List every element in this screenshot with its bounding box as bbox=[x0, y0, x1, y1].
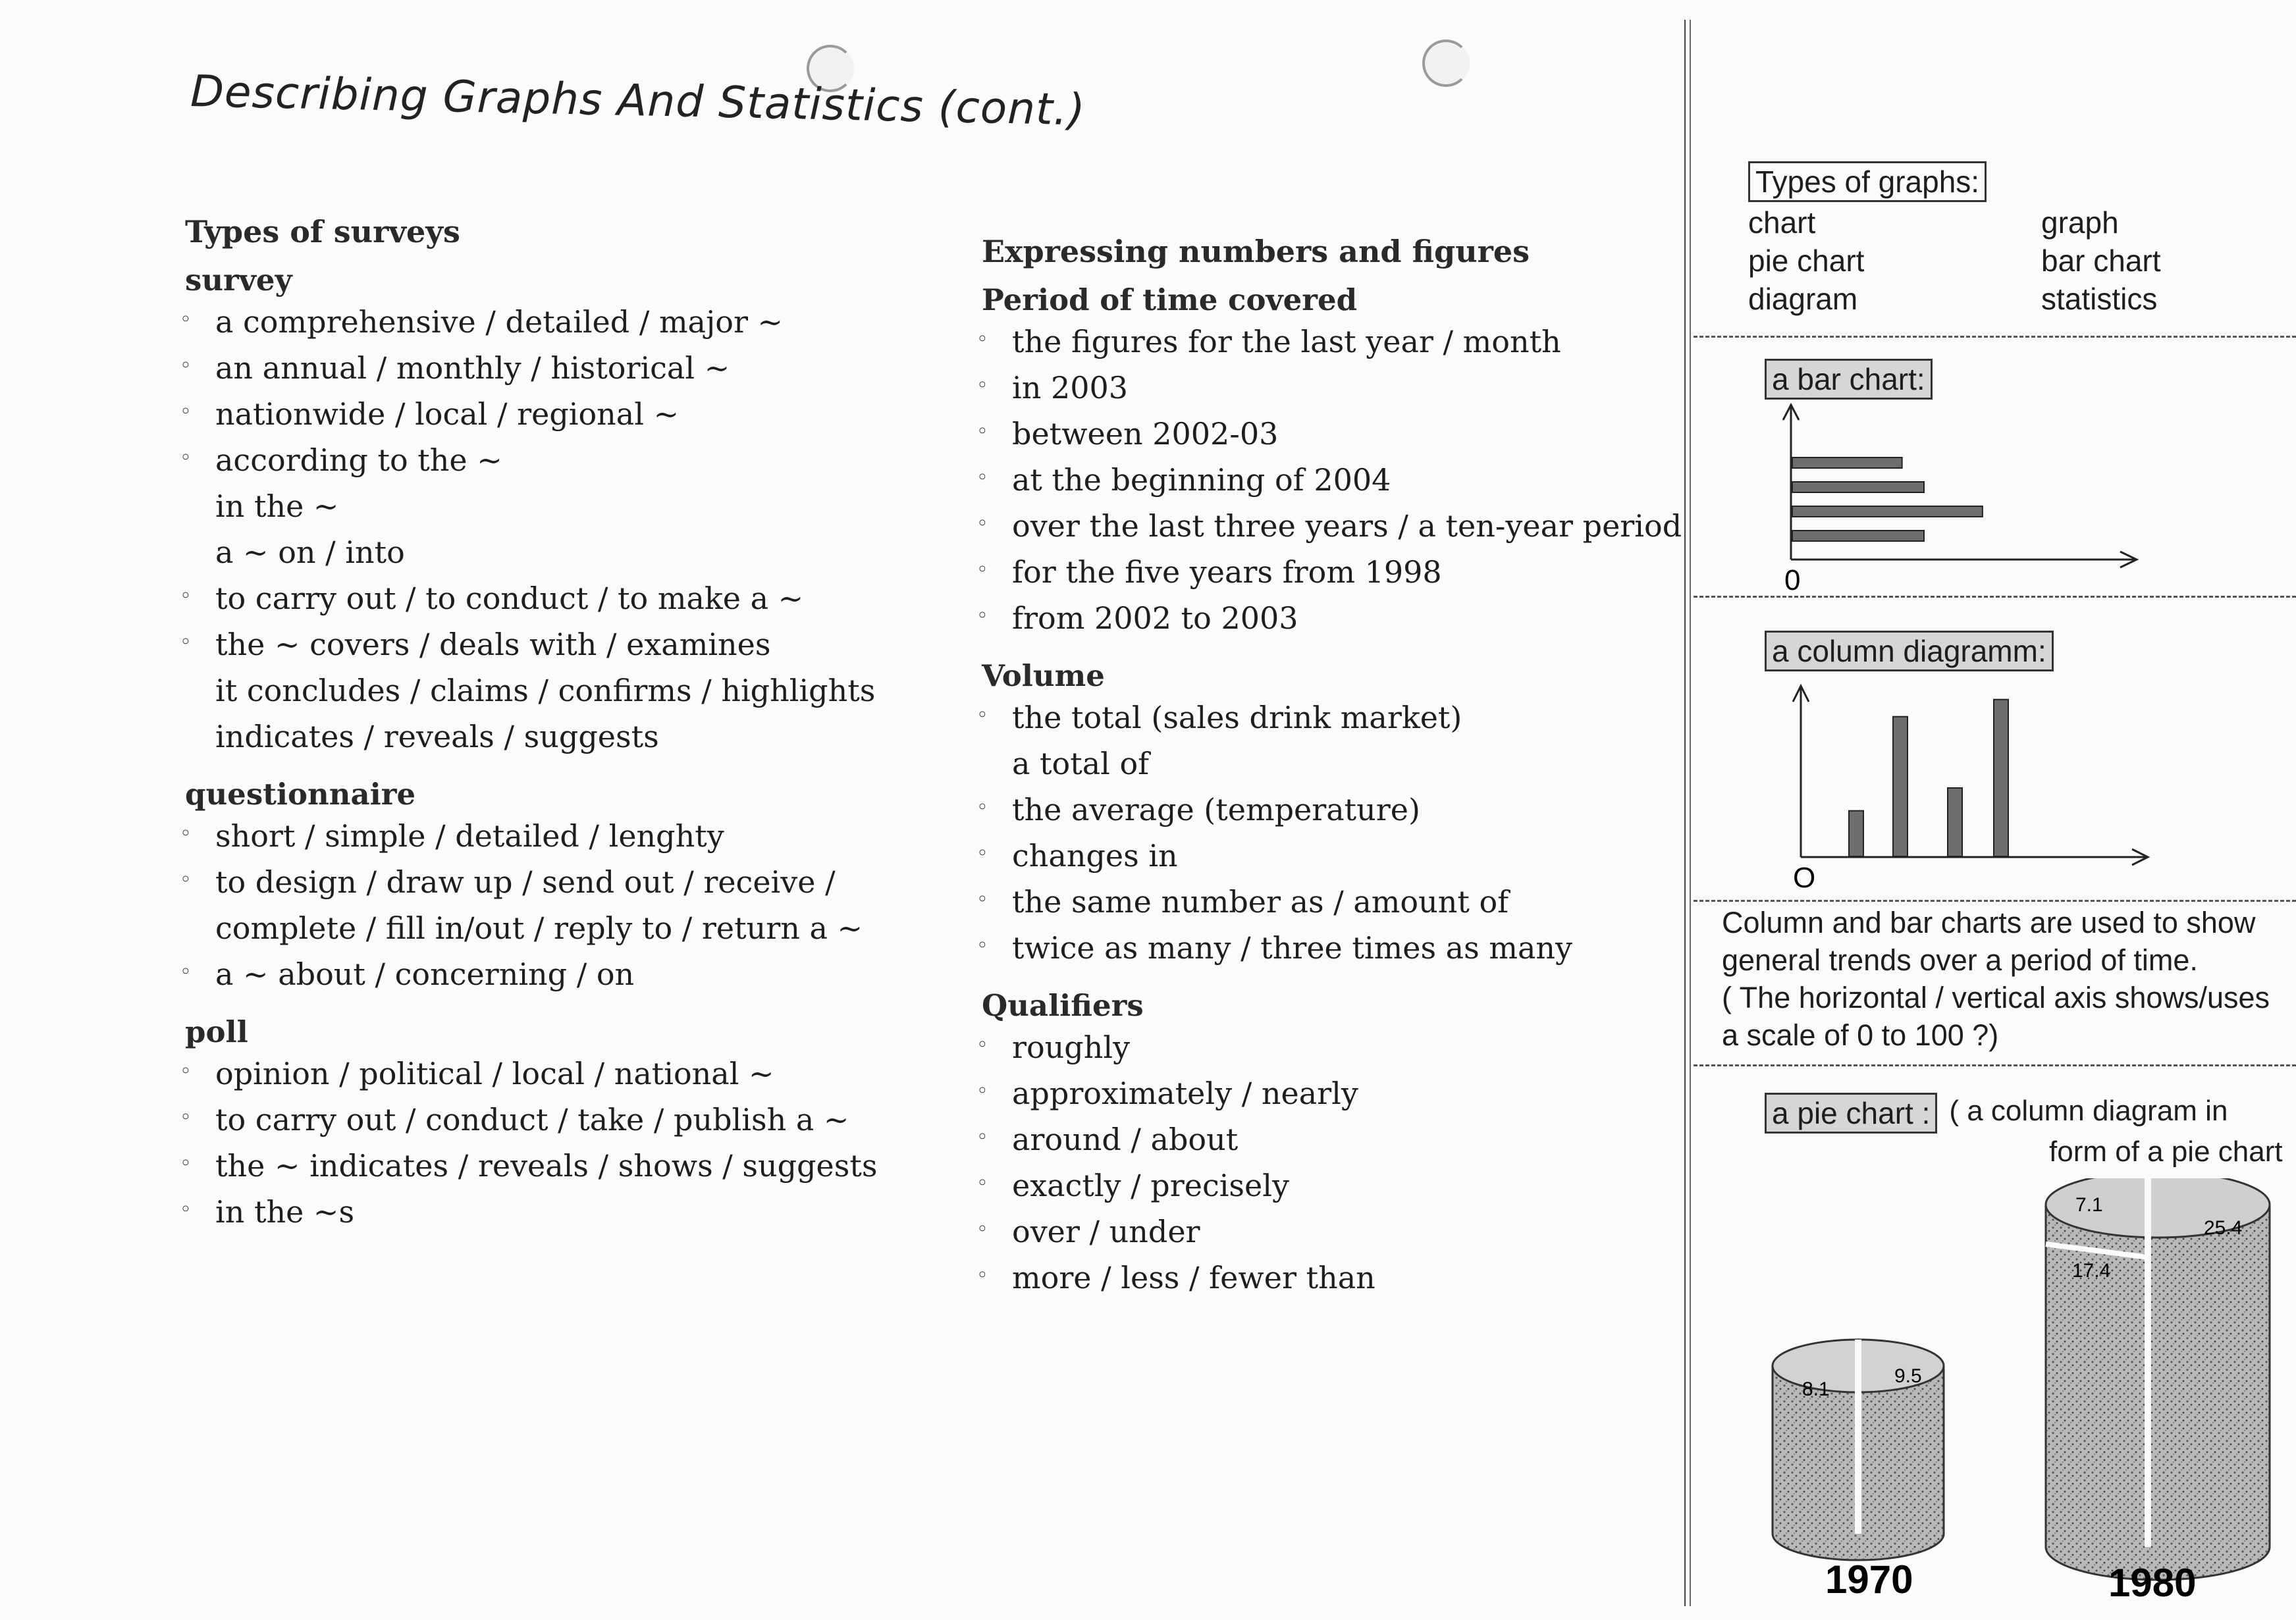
bullet-icon bbox=[976, 1120, 988, 1155]
list-item bbox=[174, 1189, 932, 1235]
bullet-icon bbox=[180, 955, 192, 989]
columns bbox=[1849, 700, 2008, 856]
pie-caption-line-1: ( a column diagram in bbox=[1949, 1095, 2228, 1127]
bullet-icon bbox=[180, 579, 192, 614]
bullet-icon bbox=[976, 698, 988, 733]
pie-1980 bbox=[2046, 1178, 2270, 1600]
list-item-text: the ~ covers / deals with / examines bbox=[215, 627, 771, 662]
bullet-icon bbox=[976, 929, 988, 963]
list-item bbox=[174, 951, 932, 997]
list-item-text: it concludes / claims / confirms / highlights bbox=[215, 673, 876, 708]
graph-types-list bbox=[1748, 203, 2295, 318]
bullet-icon bbox=[180, 817, 192, 851]
pie-year-1970: 1970 bbox=[1825, 1557, 1913, 1600]
list-item bbox=[174, 813, 932, 859]
list-item-text: the total (sales drink market) bbox=[1012, 700, 1462, 735]
list-item bbox=[174, 391, 932, 437]
list-item-text: twice as many / three times as many bbox=[1012, 930, 1572, 966]
list-item-text: indicates / reveals / suggests bbox=[215, 719, 659, 754]
list-item bbox=[174, 299, 932, 345]
bullet-icon bbox=[976, 837, 988, 871]
types-of-graphs-heading: Types of graphs: bbox=[1748, 161, 1987, 202]
list-item-text: nationwide / local / regional ~ bbox=[215, 396, 680, 432]
bullet-icon bbox=[180, 1193, 192, 1227]
list-item bbox=[971, 411, 1695, 457]
bullet-icon bbox=[976, 883, 988, 917]
list-item bbox=[971, 787, 1695, 833]
bullet-list bbox=[174, 1051, 932, 1235]
bullet-icon bbox=[180, 1101, 192, 1135]
graph-type-item: chart bbox=[1748, 205, 1816, 240]
chart-note bbox=[1722, 904, 2295, 1054]
bullet-list bbox=[971, 1024, 1695, 1301]
bar bbox=[1792, 482, 1924, 492]
list-item-continuation bbox=[971, 741, 1695, 787]
group-heading: questionnaire bbox=[185, 777, 416, 812]
list-item bbox=[971, 1116, 1695, 1163]
column-bar bbox=[1994, 700, 2008, 856]
list-item-text: from 2002 to 2003 bbox=[1012, 600, 1298, 636]
pie-1980-value: 25.4 bbox=[2204, 1217, 2243, 1239]
list-item-text: short / simple / detailed / lenghty bbox=[215, 818, 724, 854]
bars bbox=[1792, 457, 1983, 541]
bullet-icon bbox=[976, 507, 988, 541]
pie-chart-label: a pie chart : bbox=[1765, 1093, 1937, 1134]
list-item bbox=[971, 879, 1695, 925]
pie-1970-value: 9.5 bbox=[1894, 1365, 1922, 1387]
list-item-text: more / less / fewer than bbox=[1012, 1260, 1375, 1295]
bullet-icon bbox=[976, 1259, 988, 1293]
list-item-text: to carry out / conduct / take / publish a ~ bbox=[215, 1102, 849, 1137]
divider bbox=[1694, 1064, 2296, 1066]
column-diagram-zero: O bbox=[1793, 862, 1816, 889]
list-item-text: according to the ~ bbox=[215, 442, 502, 478]
types-of-graphs-panel bbox=[1748, 161, 2295, 318]
list-item bbox=[971, 1163, 1695, 1209]
list-item-text: an annual / monthly / historical ~ bbox=[215, 350, 730, 386]
graph-type-item: pie chart bbox=[1748, 244, 1865, 278]
list-item-text: at the beginning of 2004 bbox=[1012, 462, 1391, 498]
graph-type-item: graph bbox=[2041, 205, 2119, 240]
list-item bbox=[971, 457, 1695, 503]
bullet-icon bbox=[180, 625, 192, 660]
list-item bbox=[971, 1209, 1695, 1255]
bullet-list bbox=[971, 319, 1695, 641]
list-item-text: over / under bbox=[1012, 1214, 1200, 1249]
list-item bbox=[971, 365, 1695, 411]
group-heading: survey bbox=[185, 263, 292, 298]
divider bbox=[1694, 336, 2296, 338]
bullet-icon bbox=[180, 349, 192, 383]
list-item-text: changes in bbox=[1012, 838, 1178, 874]
bullet-icon bbox=[180, 441, 192, 475]
bullet-icon bbox=[976, 369, 988, 403]
list-item bbox=[174, 621, 932, 667]
bar-chart-label: a bar chart: bbox=[1765, 359, 1933, 400]
list-item-continuation bbox=[174, 483, 932, 529]
bullet-icon bbox=[180, 1147, 192, 1181]
bullet-icon bbox=[976, 1028, 988, 1062]
divider bbox=[1694, 900, 2296, 902]
bullet-icon bbox=[180, 395, 192, 429]
list-item bbox=[971, 925, 1695, 971]
group-heading: poll bbox=[185, 1014, 248, 1049]
page-title: Describing Graphs And Statistics (cont.) bbox=[190, 66, 1086, 136]
pie-1970 bbox=[1773, 1340, 1944, 1600]
bullet-list bbox=[971, 694, 1695, 971]
list-item bbox=[971, 833, 1695, 879]
list-item-text: opinion / political / local / national ~ bbox=[215, 1056, 774, 1091]
bullet-icon bbox=[976, 553, 988, 587]
list-item-text: roughly bbox=[1012, 1030, 1131, 1065]
list-item bbox=[971, 503, 1695, 549]
bullet-icon bbox=[180, 1055, 192, 1089]
bullet-icon bbox=[976, 1166, 988, 1201]
pie-1970-value: 8.1 bbox=[1802, 1378, 1830, 1400]
list-item-text: between 2002-03 bbox=[1012, 416, 1279, 452]
bar bbox=[1792, 506, 1983, 517]
list-item bbox=[971, 595, 1695, 641]
graph-type-item: statistics bbox=[2041, 282, 2158, 316]
list-item bbox=[971, 1255, 1695, 1301]
bar bbox=[1792, 457, 1902, 468]
types-of-surveys-column bbox=[174, 214, 932, 1252]
list-item-text: in 2003 bbox=[1012, 370, 1129, 405]
numbers-and-figures-column bbox=[971, 234, 1695, 1318]
list-item-continuation bbox=[174, 905, 932, 951]
list-item-continuation bbox=[174, 529, 932, 575]
note-line: Column and bar charts are used to show bbox=[1722, 906, 2256, 939]
graph-type-item: diagram bbox=[1748, 282, 1858, 316]
list-item-text: to design / draw up / send out / receive / bbox=[215, 864, 836, 900]
graph-type-item: bar chart bbox=[2041, 244, 2161, 278]
bar bbox=[1792, 531, 1924, 541]
bullet-icon bbox=[180, 303, 192, 337]
list-item-continuation bbox=[174, 714, 932, 760]
note-line: ( The horizontal / vertical axis shows/uses bbox=[1722, 981, 2270, 1014]
list-item-text: a ~ on / into bbox=[215, 535, 405, 570]
list-item bbox=[174, 437, 932, 483]
list-item-text: in the ~s bbox=[215, 1194, 355, 1230]
list-item-text: the figures for the last year / month bbox=[1012, 324, 1561, 359]
list-item bbox=[174, 1143, 932, 1189]
list-item-text: a ~ about / concerning / on bbox=[215, 956, 635, 992]
section-heading: Expressing numbers and figures bbox=[982, 234, 1530, 269]
bullet-list bbox=[174, 813, 932, 997]
column-diagram-panel bbox=[1765, 631, 2291, 671]
list-item bbox=[971, 1024, 1695, 1070]
group-heading: Volume bbox=[982, 658, 1105, 693]
bullet-icon bbox=[976, 323, 988, 357]
list-item bbox=[174, 1051, 932, 1097]
list-item-text: a total of bbox=[1012, 746, 1150, 781]
bullet-icon bbox=[976, 599, 988, 633]
list-item-text: around / about bbox=[1012, 1122, 1239, 1157]
list-item bbox=[971, 1070, 1695, 1116]
list-item-text: the ~ indicates / reveals / shows / suggests bbox=[215, 1148, 878, 1184]
pie-year-1980: 1980 bbox=[2108, 1561, 2197, 1600]
column-divider bbox=[1684, 20, 1691, 1606]
bullet-icon bbox=[180, 863, 192, 897]
pie-illustration bbox=[1703, 1178, 2296, 1600]
bar-chart-zero: 0 bbox=[1784, 564, 1801, 592]
list-item bbox=[174, 859, 932, 905]
list-item-text: exactly / precisely bbox=[1012, 1168, 1289, 1203]
list-item-text: approximately / nearly bbox=[1012, 1076, 1358, 1111]
bullet-icon bbox=[976, 415, 988, 449]
list-item-text: to carry out / to conduct / to make a ~ bbox=[215, 581, 804, 616]
list-item bbox=[971, 694, 1695, 741]
list-item-continuation bbox=[174, 667, 932, 714]
list-item bbox=[174, 1097, 932, 1143]
list-item bbox=[174, 575, 932, 621]
list-item-text: complete / fill in/out / reply to / return a ~ bbox=[215, 910, 863, 946]
column-bar bbox=[1948, 788, 1962, 856]
bullet-icon bbox=[976, 791, 988, 825]
list-item bbox=[971, 549, 1695, 595]
bullet-icon bbox=[976, 461, 988, 495]
bullet-icon bbox=[976, 1074, 988, 1109]
list-item-text: the same number as / amount of bbox=[1012, 884, 1509, 920]
column-bar bbox=[1893, 717, 1908, 856]
bar-chart-panel bbox=[1765, 359, 2291, 400]
list-item-text: a comprehensive / detailed / major ~ bbox=[215, 304, 784, 340]
column-diagram bbox=[1771, 678, 2193, 889]
group-heading: Qualifiers bbox=[982, 988, 1144, 1023]
note-lines bbox=[1722, 904, 2295, 1054]
figure-groups bbox=[971, 282, 1695, 1301]
punch-hole bbox=[1422, 39, 1470, 87]
pie-caption-line-2: form of a pie chart bbox=[2049, 1136, 2283, 1168]
section-heading: Types of surveys bbox=[185, 214, 460, 249]
bar-chart bbox=[1771, 395, 2193, 592]
bullet-icon bbox=[976, 1213, 988, 1247]
list-item bbox=[174, 345, 932, 391]
list-item-text: in the ~ bbox=[215, 488, 339, 524]
column-bar bbox=[1849, 811, 1863, 856]
pie-1980-value: 7.1 bbox=[2075, 1194, 2103, 1216]
list-item bbox=[971, 319, 1695, 365]
note-line: general trends over a period of time. bbox=[1722, 943, 2198, 977]
pie-1980-value: 17.4 bbox=[2072, 1260, 2111, 1282]
group-heading: Period of time covered bbox=[982, 282, 1358, 317]
note-line: a scale of 0 to 100 ?) bbox=[1722, 1018, 1999, 1052]
bullet-list bbox=[174, 299, 932, 760]
divider bbox=[1694, 596, 2296, 598]
pie-chart-panel bbox=[1765, 1093, 2295, 1170]
list-item-text: for the five years from 1998 bbox=[1012, 554, 1442, 590]
list-item-text: the average (temperature) bbox=[1012, 792, 1420, 827]
column-diagram-label: a column diagramm: bbox=[1765, 631, 2054, 671]
survey-groups bbox=[174, 263, 932, 1235]
list-item-text: over the last three years / a ten-year period bbox=[1012, 508, 1682, 544]
